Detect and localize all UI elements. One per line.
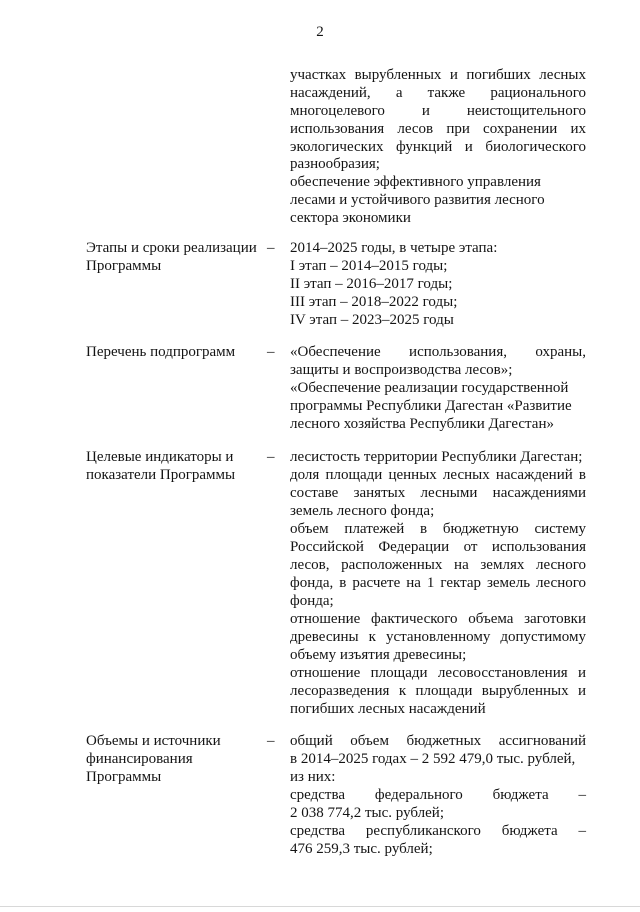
section-line: в 2014–2025 годах – 2 592 479,0 тыс. рублей, bbox=[290, 751, 576, 767]
section-line: лесоразведения к площади вырубленных и bbox=[290, 683, 586, 699]
section-line: объему изъятия древесины; bbox=[290, 647, 467, 663]
page-number: 2 bbox=[316, 24, 324, 40]
section-label: Программы bbox=[86, 258, 162, 274]
section-line: составе занятых лесными насаждениями bbox=[290, 485, 586, 501]
section-line: земель лесного фонда; bbox=[290, 503, 435, 519]
section-line: 476 259,3 тыс. рублей; bbox=[290, 841, 433, 857]
intro-line: экологических функций и биологического bbox=[290, 139, 586, 155]
section-line: фонда; bbox=[290, 593, 334, 609]
intro-line: использования лесов при сохранении их bbox=[290, 121, 586, 137]
section-label: Перечень подпрограмм bbox=[86, 344, 236, 360]
section-line: программы Республики Дагестан «Развитие bbox=[290, 398, 572, 414]
intro-line: лесами и устойчивого развития лесного bbox=[290, 192, 545, 208]
section-line: отношение фактического объема заготовки bbox=[290, 611, 586, 627]
section-label: Целевые индикаторы и bbox=[86, 449, 234, 465]
section-line: 2 038 774,2 тыс. рублей; bbox=[290, 805, 444, 821]
intro-line: участках вырубленных и погибших лесных bbox=[290, 67, 586, 83]
intro-line: разнообразия; bbox=[290, 156, 380, 172]
section-label: Программы bbox=[86, 769, 162, 785]
section-line: отношение площади лесовосстановления и bbox=[290, 665, 586, 681]
section-line: II этап – 2016–2017 годы; bbox=[290, 276, 453, 292]
section-line: «Обеспечение использования, охраны, bbox=[290, 344, 586, 360]
page-bottom-edge bbox=[0, 906, 640, 907]
section-line: погибших лесных насаждений bbox=[290, 701, 486, 717]
separator-dash: – bbox=[267, 733, 275, 749]
section-label: финансирования bbox=[86, 751, 193, 767]
section-line: лесного хозяйства Республики Дагестан» bbox=[290, 416, 554, 432]
intro-line: обеспечение эффективного управления bbox=[290, 174, 541, 190]
separator-dash: – bbox=[267, 449, 275, 465]
section-line: фонда, в расчете на 1 гектар земель лесного bbox=[290, 575, 586, 591]
section-line: средства республиканского бюджета – bbox=[290, 823, 586, 839]
section-line: объем платежей в бюджетную систему bbox=[290, 521, 586, 537]
section-line: средства федерального бюджета – bbox=[290, 787, 586, 803]
intro-line: многоцелевого и неистощительного bbox=[290, 103, 586, 119]
section-line: IV этап – 2023–2025 годы bbox=[290, 312, 454, 328]
separator-dash: – bbox=[267, 240, 275, 256]
section-line: 2014–2025 годы, в четыре этапа: bbox=[290, 240, 498, 256]
section-line: III этап – 2018–2022 годы; bbox=[290, 294, 458, 310]
section-line: защиты и воспроизводства лесов»; bbox=[290, 362, 513, 378]
section-line: лесистость территории Республики Дагестан; bbox=[290, 449, 583, 465]
section-label: показатели Программы bbox=[86, 467, 236, 483]
section-label: Этапы и сроки реализации bbox=[86, 240, 257, 256]
intro-line: сектора экономики bbox=[290, 210, 411, 226]
section-line: общий объем бюджетных ассигнований bbox=[290, 733, 586, 749]
section-line: I этап – 2014–2015 годы; bbox=[290, 258, 448, 274]
section-label: Объемы и источники bbox=[86, 733, 221, 749]
section-line: древесины к установленному допустимому bbox=[290, 629, 586, 645]
section-line: из них: bbox=[290, 769, 336, 785]
separator-dash: – bbox=[267, 344, 275, 360]
section-line: Российской Федерации от использования bbox=[290, 539, 586, 555]
intro-line: насаждений, а также рационального bbox=[290, 85, 586, 101]
section-line: лесов, расположенных на землях лесного bbox=[290, 557, 586, 573]
section-line: «Обеспечение реализации государственной bbox=[290, 380, 569, 396]
section-line: доля площади ценных лесных насаждений в bbox=[290, 467, 586, 483]
